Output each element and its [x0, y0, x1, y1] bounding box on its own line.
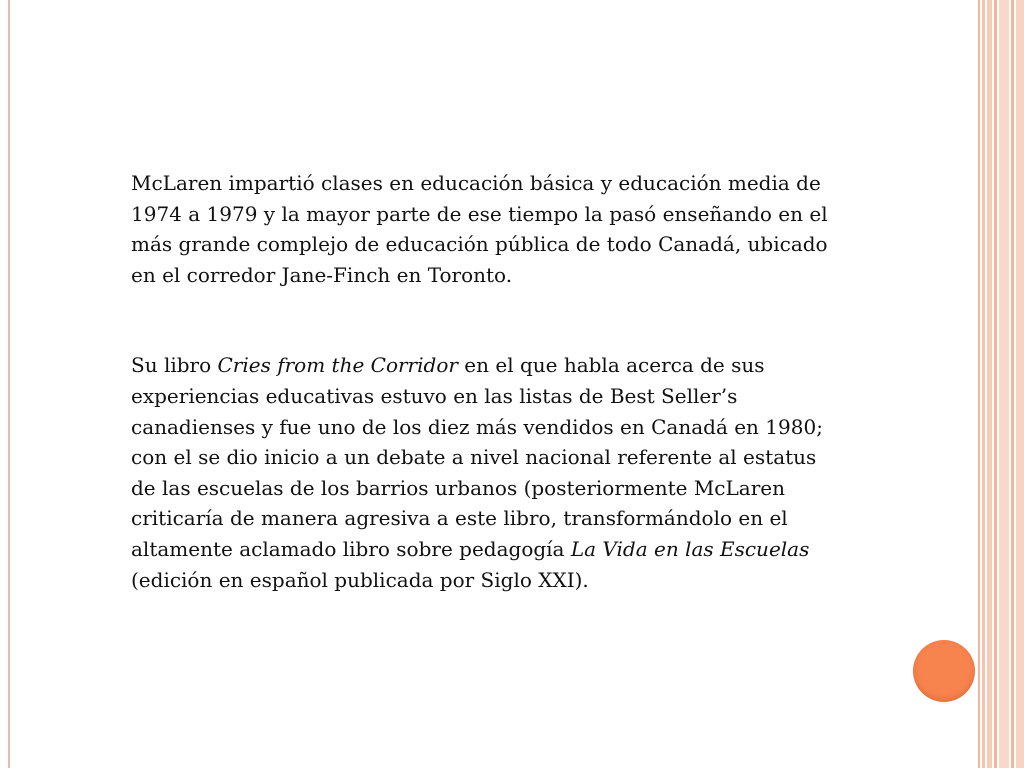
right-stripe [1016, 0, 1024, 768]
paragraph-text: Su libro [131, 353, 218, 378]
book-title: Cries from the Corridor [217, 353, 458, 378]
right-stripe [982, 0, 985, 768]
paragraph-mclaren-teaching: McLaren impartió clases en educación básica y educación media de 1974 a 1979 y la mayor parte de ese tiempo la pasó enseñando en el más grande complejo de educación pública de todo Canadá, ubicado en el corredor Jane-Finch en Toronto. [131, 171, 828, 287]
book-title: La Vida en las Escuelas [570, 536, 810, 561]
right-stripe [978, 0, 980, 768]
orange-circle-decoration [913, 640, 975, 702]
paragraph-cries-from-corridor [131, 350, 831, 595]
paragraph-text: en el que habla acerca de sus experiencias educativas estuvo en las listas de Best Seller’s canadienses y fue uno de los diez más vendidos en Canadá en 1980; con el se dio inicio a un debate a nivel nacional referente al estatus de las escuelas de los barrios urbanos (posteriormente McLaren criticaría de manera agresiva a este libro, transformándolo en el altamente aclamado libro sobre pedagogía [131, 353, 823, 561]
right-stripe [987, 0, 992, 768]
right-stripe [994, 0, 997, 768]
slide-body [131, 168, 831, 595]
right-stripe [999, 0, 1009, 768]
left-decorative-line [8, 0, 10, 768]
paragraph-text: (edición en español publicada por Siglo XXI). [131, 567, 589, 592]
right-stripe [1011, 0, 1014, 768]
